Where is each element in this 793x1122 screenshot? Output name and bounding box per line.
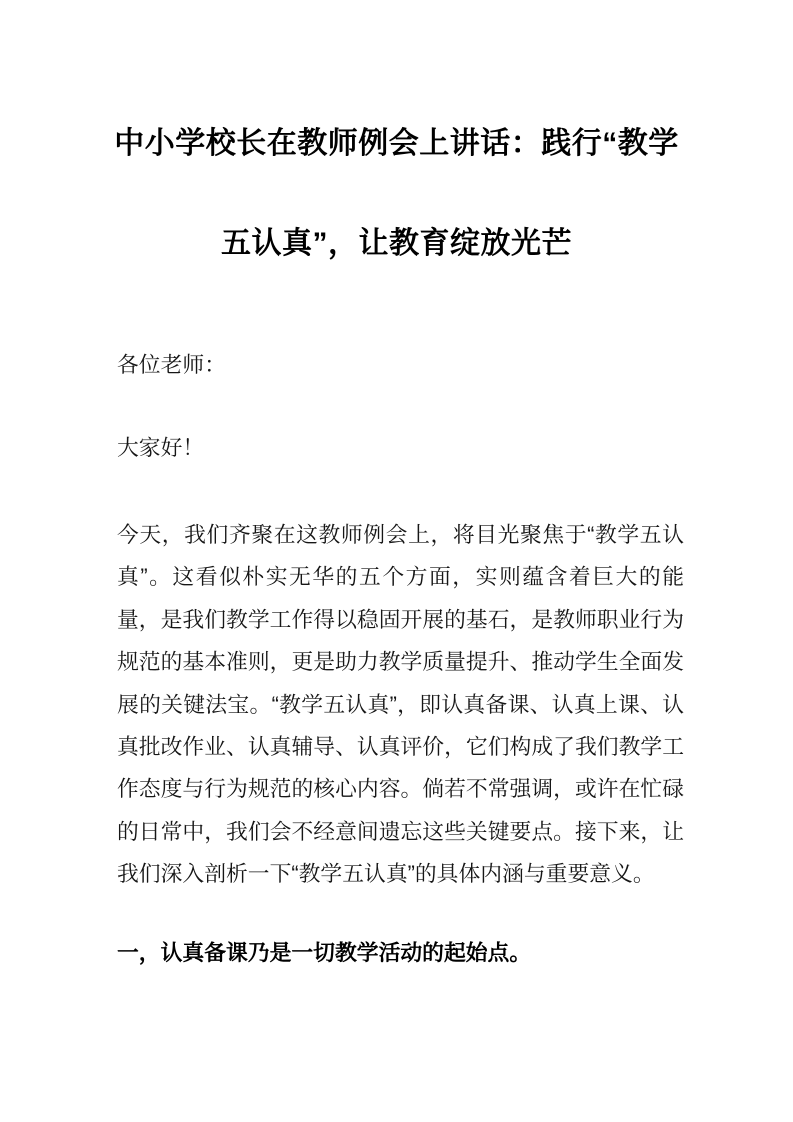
greeting-line: 各位老师： [117,352,226,377]
section-heading-1: 一，认真备课乃是一切教学活动的起始点。 [117,940,532,965]
salutation-line: 大家好！ [117,435,205,460]
intro-paragraph: 今天，我们齐聚在这教师例会上，将目光聚焦于“教学五认真”。这看似朴实无华的五个方面，实则蕴含着巨大的能量，是我们教学工作得以稳固开展的基石，是教师职业行为规范的基本准则，更是助力教学质量提升、推动学生全面发展的关键法宝。“教学五认真”，即认真备课、认真上课、认真批改作业、认真辅导、认真评价，它们构成了我们教学工作态度与行为规范的核心内容。倘若不常强调，或许在忙碌的日常中，我们会不经意间遗忘这些关键要点。接下来，让我们深入剖析一下“教学五认真”的具体内涵与重要意义。 [117,522,684,887]
document-title-line-1: 中小学校长在教师例会上讲话：践行“教学 [114,127,679,160]
document-title [0,94,793,294]
document-title-line-2: 五认真”，让教育绽放光芒 [221,227,572,260]
